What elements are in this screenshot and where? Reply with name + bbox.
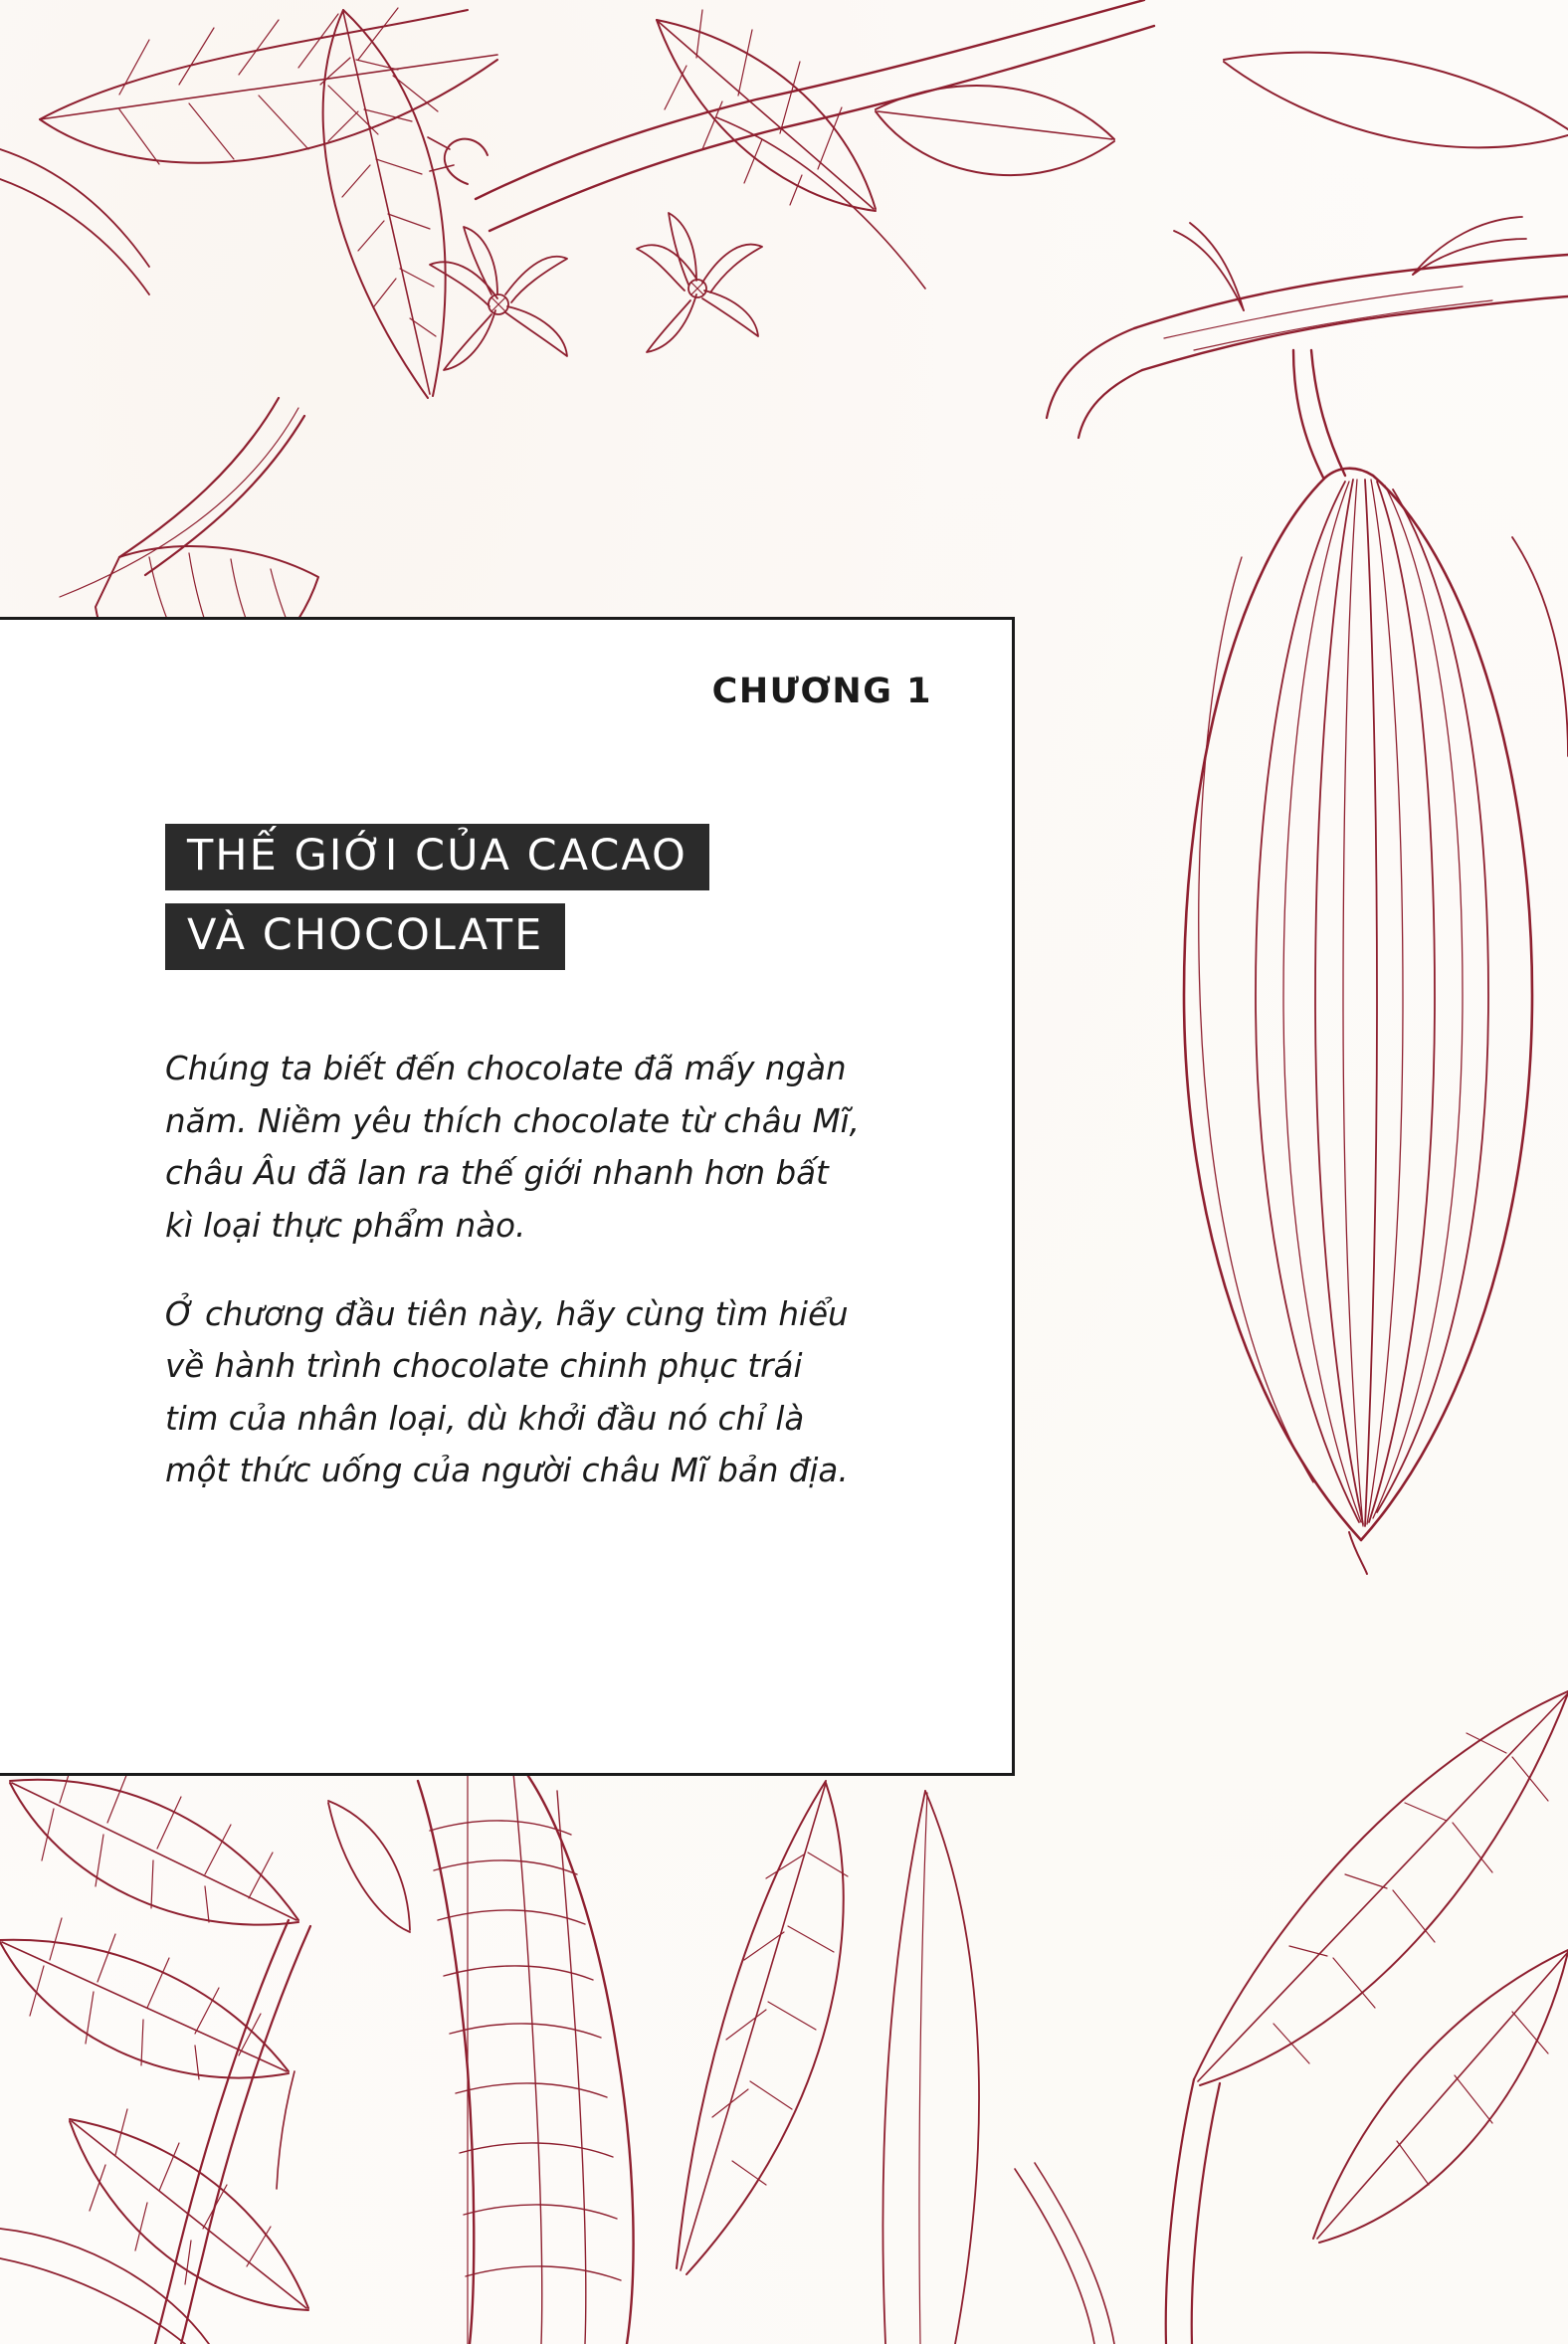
chapter-intro-text (165, 1043, 862, 1497)
intro-paragraph-2: Ở chương đầu tiên này, hãy cùng tìm hiểu về hành trình chocolate chinh phục trái tim của nhân loại, dù khởi đầu nó chỉ là một thức uống của người châu Mĩ bản địa. (165, 1294, 849, 1490)
chapter-title-line-2: VÀ CHOCOLATE (165, 903, 565, 970)
intro-paragraph-1: Chúng ta biết đến chocolate đã mấy ngàn năm. Niềm yêu thích chocolate từ châu Mĩ, châu Âu đã lan ra thế giới nhanh hơn bất kì loại thực phẩm nào. (165, 1050, 860, 1245)
chapter-title-line-1: THẾ GIỚI CỦA CACAO (165, 824, 709, 890)
chapter-card (0, 617, 1015, 1776)
chapter-title (165, 824, 862, 983)
chapter-number-label: CHƯƠNG 1 (711, 672, 932, 711)
